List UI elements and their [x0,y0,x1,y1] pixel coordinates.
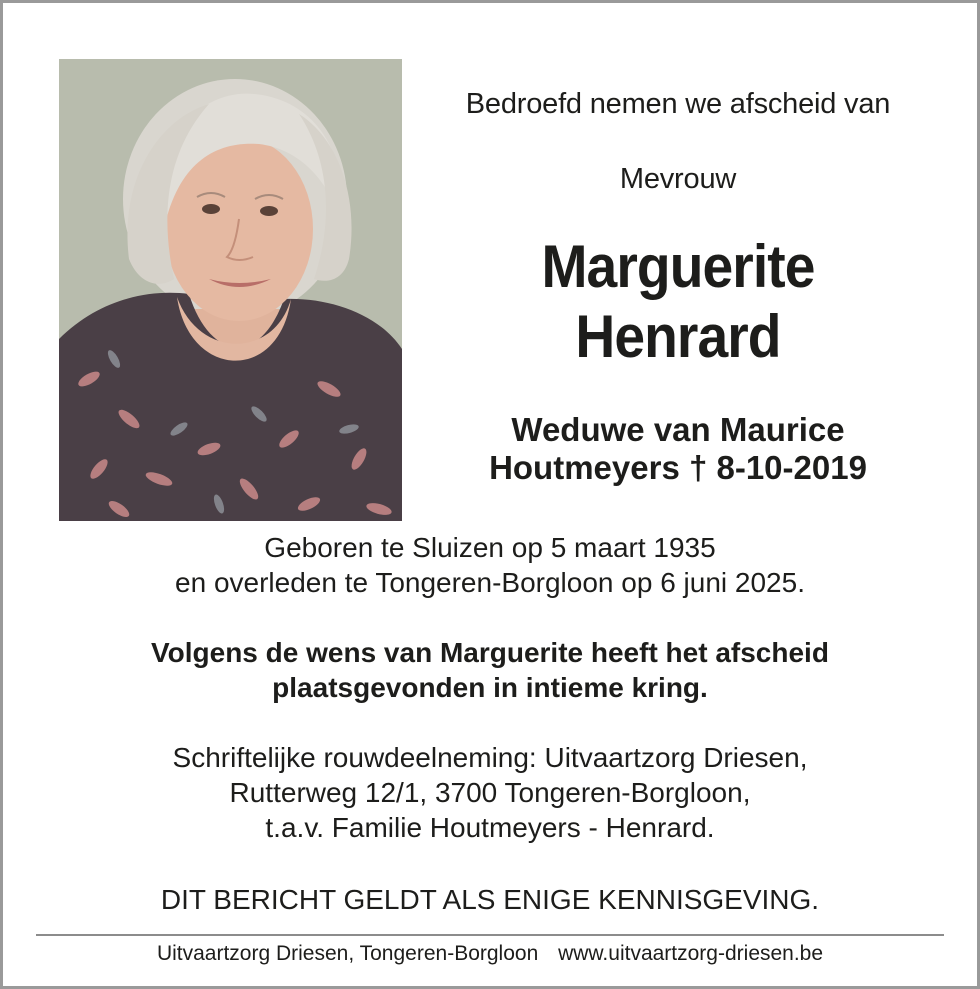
birth-death-text [36,530,944,600]
footer-company: Uitvaartzorg Driesen, Tongeren-Borgloon [156,942,539,965]
condolence-text [36,740,944,845]
footer [36,941,944,967]
intro-text: Bedroefd nemen we afscheid van [465,88,891,120]
widow-line-2: Houtmeyers † 8-10-2019 [489,449,867,486]
last-name: Henrard [575,303,781,370]
wish-line-1: Volgens de wens van Marguerite heeft het afscheid [151,637,829,668]
wish-line-2: plaatsgevonden in intieme kring. [272,672,708,703]
footer-divider [36,934,944,936]
first-name: Marguerite [541,233,815,300]
portrait-illustration [59,59,402,521]
condolence-line-1: Schriftelijke rouwdeelneming: Uitvaartzorg Driesen, [172,742,808,773]
birth-line: Geboren te Sluizen op 5 maart 1935 [264,532,716,563]
official-notice: DIT BERICHT GELDT ALS ENIGE KENNISGEVING. [160,884,820,915]
death-line: en overleden te Tongeren-Borgloon op 6 juni 2025. [175,567,805,598]
widow-line [412,411,944,487]
condolence-line-2: Rutterweg 12/1, 3700 Tongeren-Borgloon, [229,777,751,808]
deceased-name [433,232,922,372]
widow-line-1: Weduwe van Maurice [511,411,845,448]
honorific: Mevrouw [619,163,737,195]
wish-text [36,635,944,705]
portrait-photo [59,59,402,521]
condolence-line-3: t.a.v. Familie Houtmeyers - Henrard. [265,812,715,843]
footer-website-link[interactable]: www.uitvaartzorg-driesen.be [558,942,824,965]
